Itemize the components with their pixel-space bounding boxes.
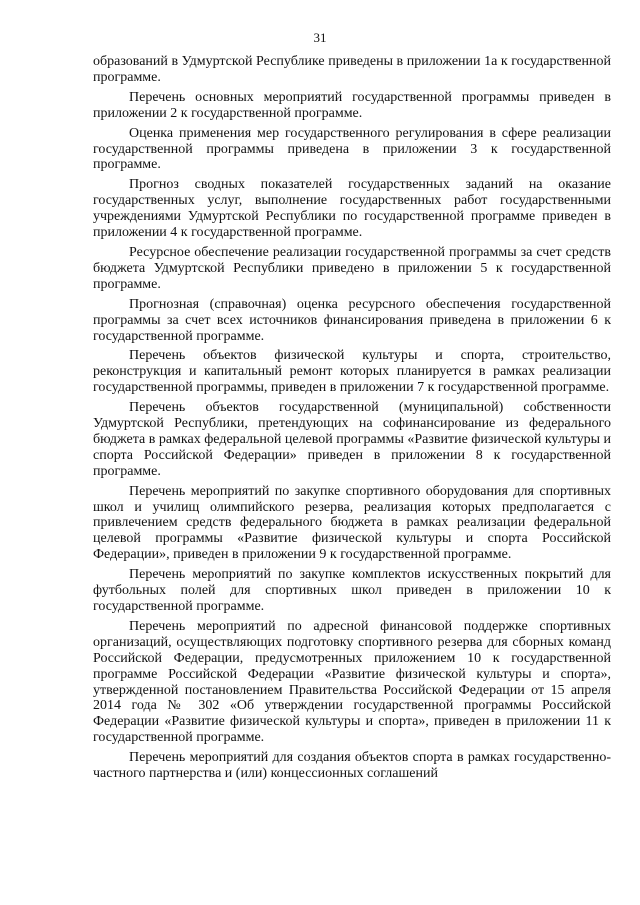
paragraph-appendix-5: Ресурсное обеспечение реализации государственной программы за счет средств бюджета Удмуртской Республики приведено в приложении 5 к государственной программе.	[93, 244, 611, 292]
paragraph-appendix-2: Перечень основных мероприятий государственной программы приведен в приложении 2 к государственной программе.	[93, 89, 611, 121]
paragraph-continuation: образований в Удмуртской Республике приведены в приложении 1а к государственной программе.	[93, 54, 611, 85]
paragraph-appendix-6: Прогнозная (справочная) оценка ресурсного обеспечения государственной программы за счет всех источников финансирования приведена в приложении 6 к государственной программе.	[93, 296, 611, 344]
paragraph-appendix-3: Оценка применения мер государственного регулирования в сфере реализации государственной программы приведена в приложении 3 к государственной программе.	[93, 125, 611, 173]
paragraph-ppp-objects: Перечень мероприятий для создания объектов спорта в рамках государственно-частного партнерства и (или) концессионных соглашений	[93, 750, 611, 782]
paragraph-appendix-10: Перечень мероприятий по закупке комплектов искусственных покрытий для футбольных полей для спортивных школ приведен в приложении 10 к государственной программе.	[93, 567, 611, 614]
paragraph-appendix-7: Перечень объектов физической культуры и спорта, строительство, реконструкция и капитальный ремонт которых планируется в рамках реализации государственной программы, приведен в приложении 7 к государственной программе.	[93, 348, 611, 396]
page-number: 31	[313, 30, 327, 45]
paragraph-appendix-4: Прогноз сводных показателей государственных заданий на оказание государственных услуг, выполнение государственных работ государственными учреждениями Удмуртской Республики по государственной программе приведен в приложении 4 к государственной программе.	[93, 177, 611, 241]
paragraph-appendix-11: Перечень мероприятий по адресной финансовой поддержке спортивных организаций, осуществляющих подготовку спортивного резерва для сборных команд Российской Федерации, предусмотренных приложением 10 к государственной программе Российской Федерации «Развитие физической культуры и спорта», утвержденной постановлением Правительства Российской Федерации от 15 апреля 2014 года № 302 «Об утверждении государственной программы Российской Федерации «Развитие физической культуры и спорта», приведен в приложении 11 к государственной программе.	[93, 618, 611, 746]
paragraph-appendix-9: Перечень мероприятий по закупке спортивного оборудования для спортивных школ и училищ олимпийского резерва, реализация которых предполагается с привлечением средств федерального бюджета в рамках реализации федеральной целевой программы «Развитие физической культуры и спорта Российской Федерации», приведен в приложении 9 к государственной программе.	[93, 483, 611, 563]
document-body	[93, 54, 611, 786]
paragraph-appendix-8: Перечень объектов государственной (муниципальной) собственности Удмуртской Республики, претендующих на софинансирование из федерального бюджета в рамках федеральной целевой программы «Развитие физической культуры и спорта Российской Федерации» приведен в приложении 8 к государственной программе.	[93, 400, 611, 479]
